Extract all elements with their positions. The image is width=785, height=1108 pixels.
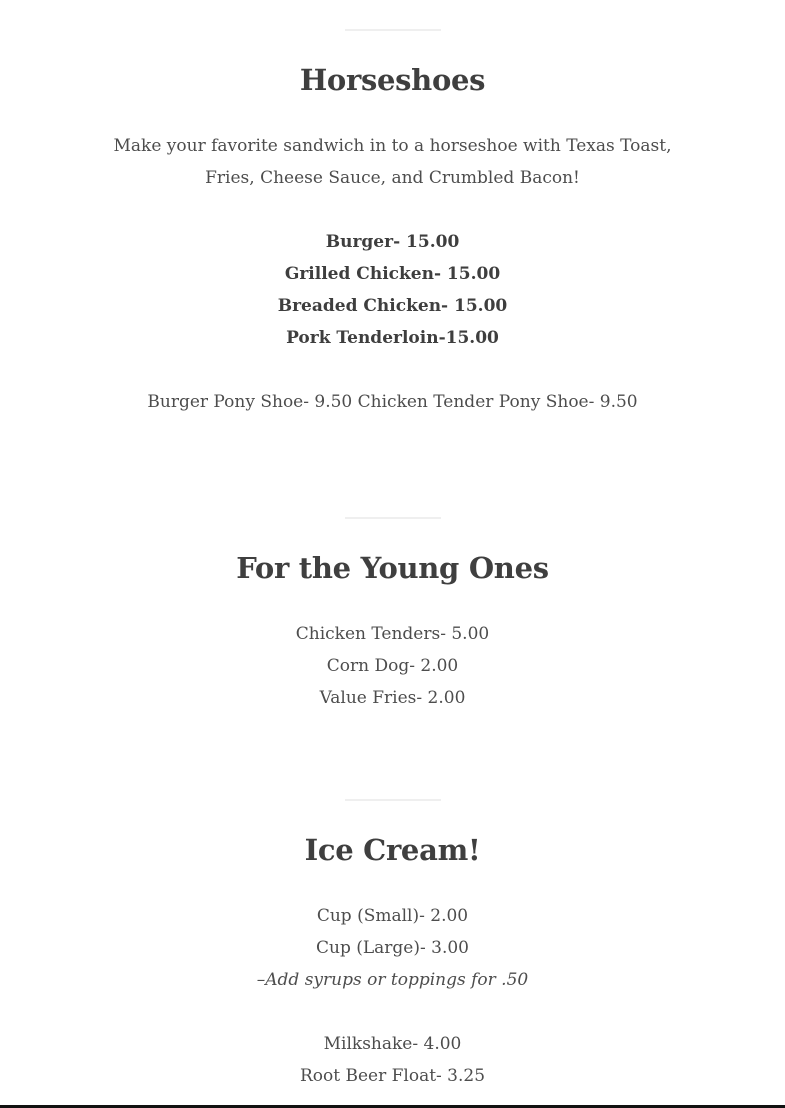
menu-item-pork-tenderloin-horseshoe: Pork Tenderloin-15.00 bbox=[286, 328, 499, 348]
horseshoes-description-line-2: Fries, Cheese Sauce, and Crumbled Bacon! bbox=[205, 168, 580, 188]
menu-item-grilled-chicken-horseshoe: Grilled Chicken- 15.00 bbox=[284, 264, 501, 284]
young-ones-heading: For the Young Ones bbox=[236, 551, 549, 585]
menu-item-root-beer-float: Root Beer Float- 3.25 bbox=[299, 1066, 486, 1086]
menu-item-cup-large: Cup (Large)- 3.00 bbox=[316, 938, 469, 958]
horseshoes-description-line-1: Make your favorite sandwich in to a horseshoe with Texas Toast, bbox=[113, 136, 672, 156]
section-divider bbox=[345, 29, 441, 31]
menu-item-cup-small: Cup (Small)- 2.00 bbox=[316, 906, 469, 926]
menu-item-value-fries: Value Fries- 2.00 bbox=[319, 688, 466, 708]
ice-cream-heading: Ice Cream! bbox=[304, 833, 481, 867]
section-divider bbox=[345, 799, 441, 801]
menu-item-breaded-chicken-horseshoe: Breaded Chicken- 15.00 bbox=[277, 296, 508, 316]
horseshoes-heading: Horseshoes bbox=[299, 63, 486, 97]
menu-item-corn-dog: Corn Dog- 2.00 bbox=[326, 656, 459, 676]
menu-item-burger-horseshoe: Burger- 15.00 bbox=[325, 232, 460, 252]
section-divider bbox=[345, 517, 441, 519]
toppings-note: –Add syrups or toppings for .50 bbox=[256, 970, 529, 990]
menu-item-milkshake: Milkshake- 4.00 bbox=[323, 1034, 462, 1054]
pony-shoe-items: Burger Pony Shoe- 9.50 Chicken Tender Pony Shoe- 9.50 bbox=[147, 392, 638, 412]
menu-item-chicken-tenders: Chicken Tenders- 5.00 bbox=[295, 624, 490, 644]
